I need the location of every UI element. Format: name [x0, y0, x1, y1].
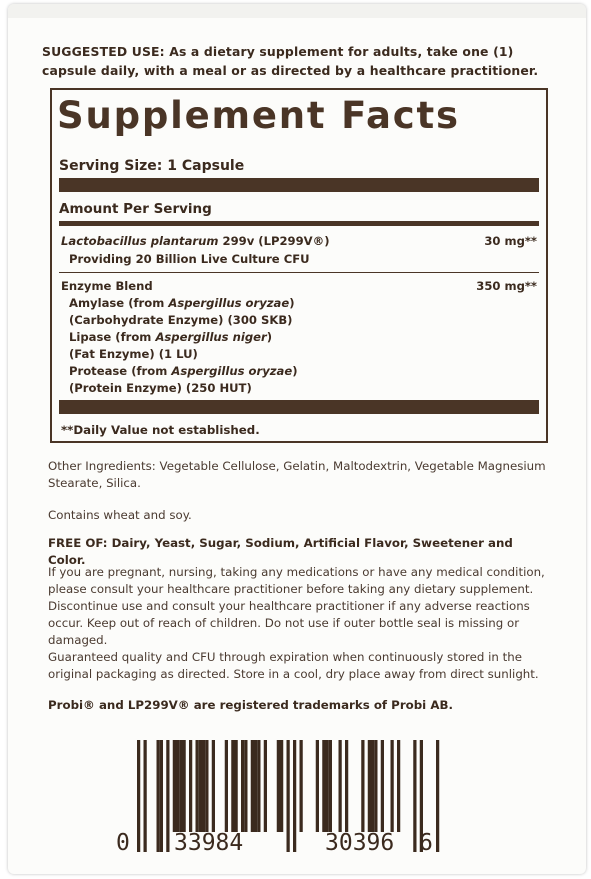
- barcode-bar: [257, 740, 260, 832]
- package-top-edge: [8, 4, 586, 18]
- enzyme-line: (Carbohydrate Enzyme) (300 SKB): [69, 313, 293, 327]
- barcode-right-digits: 30396: [325, 830, 395, 856]
- guarantee-text: Guaranteed quality and CFU through expiration when continuously stored in the original packaging as directed. Store in a cool, dry place away from direct sunlight.: [48, 650, 539, 681]
- enzyme-line: (Fat Enzyme) (1 LU): [69, 347, 198, 361]
- suggested-use: [42, 42, 552, 80]
- warning-text: If you are pregnant, nursing, taking any medications or have any medical condition, please consult your healthcare practitioner before taking any dietary supplement. Discontinue use and consult your healthcare practitioner if any adverse reactions occur. Keep out of reach of children. Do not use if outer bottle seal is missing or damaged.: [48, 565, 545, 647]
- barcode-bar: [196, 740, 199, 832]
- serving-size: Serving Size: 1 Capsule: [59, 158, 245, 174]
- barcode-bar: [397, 740, 400, 832]
- probiotic-detail: Providing 20 Billion Live Culture CFU: [69, 252, 310, 266]
- barcode-bar: [374, 740, 377, 832]
- probiotic-row: [61, 233, 537, 250]
- barcode-bar: [189, 740, 192, 832]
- barcode-bar: [391, 740, 394, 832]
- barcode-bar: [345, 740, 348, 832]
- barcode-bar: [212, 740, 215, 832]
- free-of-statement: FREE OF: Dairy, Yeast, Sugar, Sodium, Artificial Flavor, Sweetener and Color.: [48, 536, 513, 567]
- barcode-bar: [381, 740, 384, 832]
- barcode-bar: [166, 740, 169, 852]
- barcode-bar: [326, 740, 329, 832]
- barcode-bar: [137, 740, 140, 852]
- barcode-bar: [254, 740, 257, 832]
- barcode-bar: [251, 740, 254, 832]
- barcode-system-digit: 0: [116, 830, 130, 856]
- barcode-bar: [205, 740, 208, 832]
- barcode-bar: [225, 740, 228, 832]
- probiotic-name: Lactobacillus plantarum: [61, 234, 219, 248]
- barcode-bar: [277, 740, 280, 832]
- barcode-check-digit: 6: [419, 830, 433, 856]
- enzyme-line: Protease (from Aspergillus oryzae): [69, 364, 298, 378]
- barcode-bar: [231, 740, 234, 832]
- barcode-bar: [287, 740, 290, 852]
- enzyme-blend-amount: 350 mg**: [476, 279, 537, 293]
- divider-thin: [59, 272, 539, 273]
- probiotic-strain: 299v (LP299V®): [218, 234, 330, 248]
- barcode-bar: [316, 740, 319, 832]
- barcode-bar: [157, 740, 160, 852]
- supplement-facts-title: Supplement Facts: [57, 94, 460, 137]
- amount-per-serving: Amount Per Serving: [59, 201, 212, 217]
- barcode-bar: [300, 740, 303, 832]
- barcode-bar: [339, 740, 342, 832]
- barcode-bar: [293, 740, 296, 852]
- barcode-left-digits: 33984: [174, 830, 244, 856]
- barcode-bar: [144, 740, 147, 852]
- barcode-bar: [199, 740, 202, 832]
- enzyme-line: (Protein Enzyme) (250 HUT): [69, 381, 252, 395]
- barcode-bar: [280, 740, 283, 832]
- enzyme-line: Amylase (from Aspergillus oryzae): [69, 296, 295, 310]
- barcode-bar: [371, 740, 374, 832]
- barcode-bar: [329, 740, 332, 832]
- barcode-bar: [244, 740, 247, 832]
- enzyme-blend-row: [61, 278, 537, 295]
- barcode-bar: [241, 740, 244, 832]
- suggested-use-label: SUGGESTED USE:: [42, 44, 165, 59]
- barcode-bar: [413, 740, 416, 852]
- barcode-bar: [322, 740, 325, 832]
- divider-thick-bottom: [59, 400, 539, 414]
- suggested-use-text: As a dietary supplement for adults, take one (1) capsule daily, with a meal or as directed by a healthcare practitioner.: [42, 44, 539, 78]
- barcode-bar: [202, 740, 205, 832]
- barcode-bar: [368, 740, 371, 832]
- barcode-bar: [173, 740, 176, 832]
- barcode-bar: [176, 740, 179, 832]
- daily-value-note: **Daily Value not established.: [61, 423, 260, 437]
- allergen-statement: Contains wheat and soy.: [48, 508, 192, 522]
- probiotic-amount: 30 mg**: [484, 234, 537, 248]
- upc-barcode: [112, 740, 442, 860]
- barcode-bar: [264, 740, 267, 832]
- barcode-bar: [160, 740, 163, 852]
- barcode-bar: [361, 740, 364, 832]
- barcode-bar: [179, 740, 182, 832]
- other-ingredients: Other Ingredients: Vegetable Cellulose, Gelatin, Maltodextrin, Vegetable Magnesium Stearate, Silica.: [48, 459, 546, 490]
- divider-thick: [59, 178, 539, 192]
- enzyme-blend-name: Enzyme Blend: [61, 279, 153, 293]
- barcode-bar: [183, 740, 186, 832]
- barcode-bar: [235, 740, 238, 832]
- enzyme-line: Lipase (from Aspergillus niger): [69, 330, 273, 344]
- divider-medium: [59, 221, 539, 226]
- supplement-facts-panel: [50, 88, 548, 443]
- trademark-note: Probi® and LP299V® are registered trademarks of Probi AB.: [48, 698, 453, 712]
- barcode-bar: [436, 740, 439, 852]
